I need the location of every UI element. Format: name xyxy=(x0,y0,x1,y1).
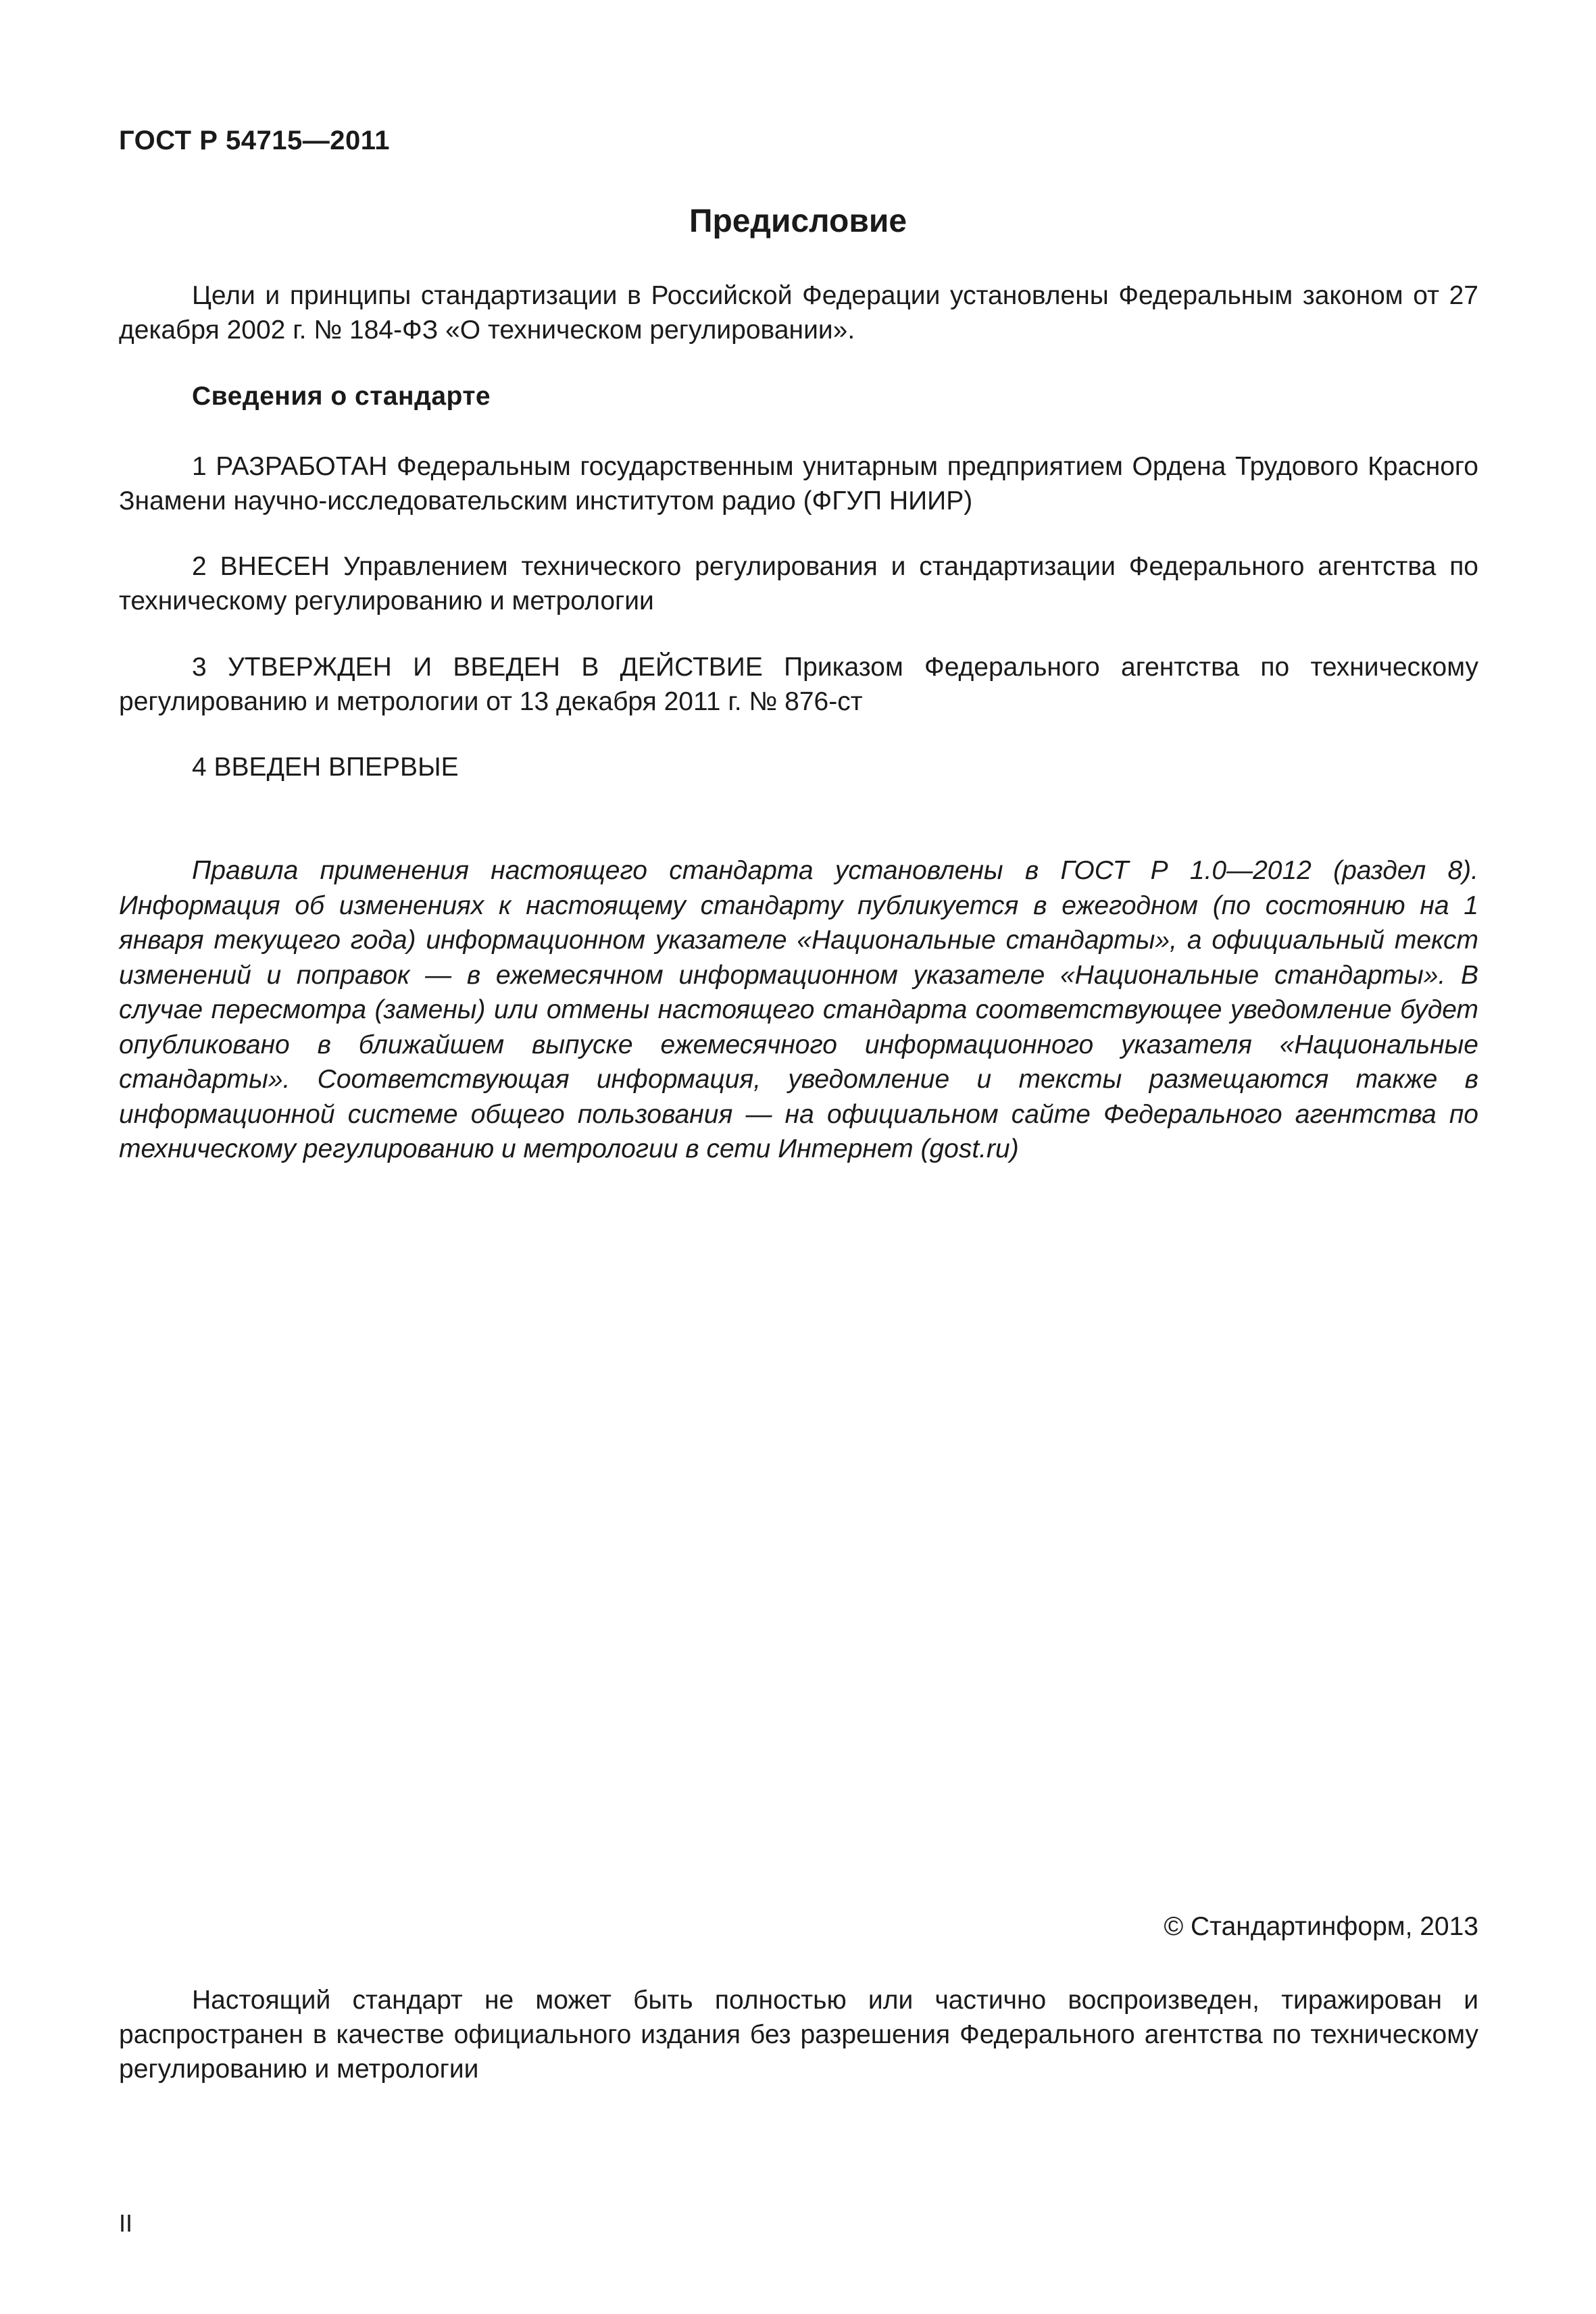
standard-info-heading: Сведения о стандарте xyxy=(192,382,491,411)
page-title: Предисловие xyxy=(689,203,907,239)
intro-paragraph: Цели и принципы стандартизации в Российской Федерации установлены Федеральным законом от 27 декабря 2002 г. № 184-ФЗ «О техническом регулировании». xyxy=(119,281,1478,345)
item-approved: 3 УТВЕРЖДЕН И ВВЕДЕН В ДЕЙСТВИЕ Приказом Федерального агентства по техническому регулированию и метрологии от 13 декабря 2011 г. № 876-ст xyxy=(119,653,1478,716)
item-first-introduced: 4 ВВЕДЕН ВПЕРВЫЕ xyxy=(192,753,459,782)
page-number: II xyxy=(119,2209,133,2237)
item-developed: 1 РАЗРАБОТАН Федеральным государственным унитарным предприятием Ордена Трудового Красного Знамени научно-исследовательским институтом радио (ФГУП НИИР) xyxy=(119,452,1478,515)
reproduction-notice: Настоящий стандарт не может быть полностью или частично воспроизведен, тиражирован и распространен в качестве официального издания без разрешения Федерального агентства по техническому регулированию и метрологии xyxy=(119,1986,1478,2084)
document-code: ГОСТ Р 54715—2011 xyxy=(119,126,390,155)
copyright-line: © Стандартинформ, 2013 xyxy=(1164,1912,1478,1941)
rules-note: Правила применения настоящего стандарта установлены в ГОСТ Р 1.0—2012 (раздел 8). Информация об изменениях к настоящему стандарту публикуется в ежегодном (по состоянию на 1 января текущего года) информационном указателе «Национальные стандарты», а официальный текст изменений и поправок — в ежемесячном информационном указателе «Национальные стандарты». В случае пересмотра (замены) или отмены настоящего стандарта соответствующее уведомление будет опубликовано в ближайшем выпуске ежемесячного информационного указателя «Национальные стандарты». Соответствующая информация, уведомление и тексты размещаются также в информационной системе общего пользования — на официальном сайте Федерального агентства по техническому регулированию и метрологии в сети Интернет (gost.ru) xyxy=(119,856,1478,1163)
item-introduced: 2 ВНЕСЕН Управлением технического регулирования и стандартизации Федерального агентства по техническому регулированию и метрологии xyxy=(119,552,1478,615)
